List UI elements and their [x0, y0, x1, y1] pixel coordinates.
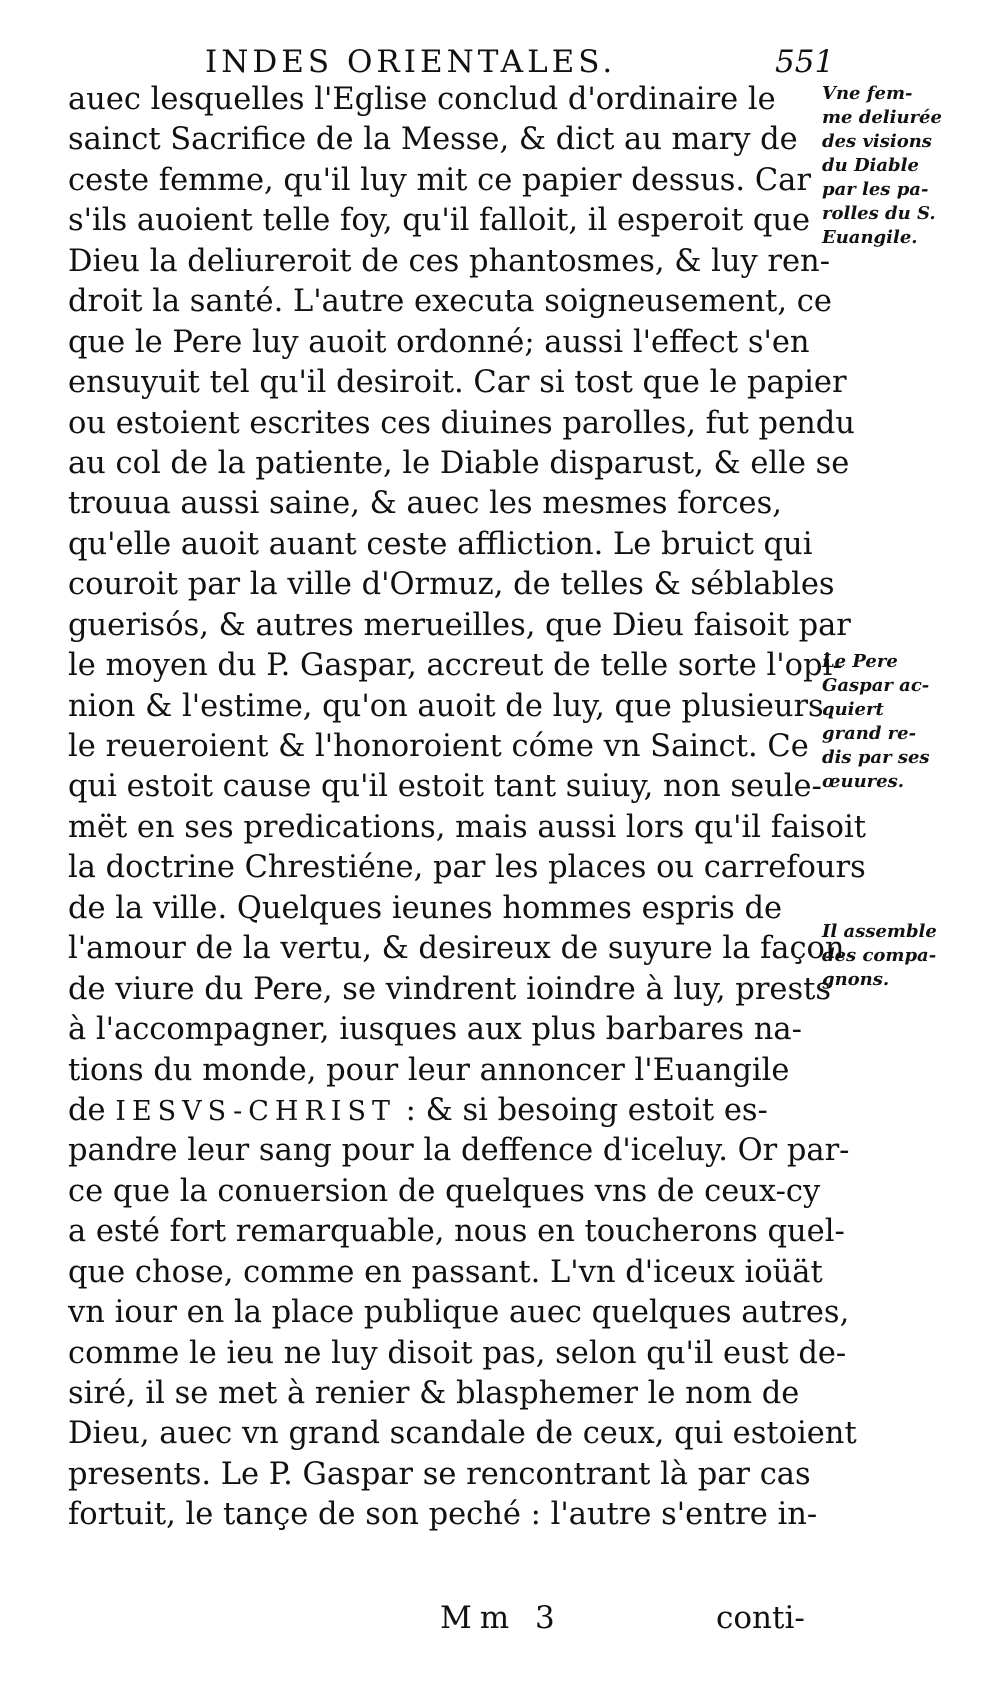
marginal-note-line: Gaspar ac-: [822, 675, 930, 696]
signature-mark: Mm 3: [440, 1600, 563, 1636]
text-line: que le Pere luy auoit ordonné; aussi l'effect s'en: [68, 324, 810, 360]
small-caps-name: IESVS-CHRIST: [115, 1095, 396, 1127]
text-line: à l'accompagner, iusques aux plus barbares na-: [68, 1012, 802, 1048]
page-number: 551: [775, 44, 835, 80]
marginal-note-line: dis par ses: [822, 747, 930, 768]
text-line: Dieu la deliureroit de ces phantosmes, & luy ren-: [68, 243, 831, 279]
marginal-note-line: grand re-: [822, 723, 917, 744]
text-line: sainct Sacrifice de la Messe, & dict au mary de: [68, 122, 798, 158]
text-line: qui estoit cause qu'il estoit tant suiuy, non seule-: [68, 769, 822, 805]
marginal-note-line: du Diable: [822, 155, 919, 176]
text-line: vn iour en la place publique auec quelques autres,: [68, 1295, 850, 1331]
marginal-note-line: me deliurée: [822, 107, 942, 128]
marginal-note-companions: [822, 920, 937, 992]
marginal-note-line: rolles du S.: [822, 203, 936, 224]
text-line: siré, il se met à renier & blasphemer le nom de: [68, 1376, 800, 1411]
marginal-note-line: Euangile.: [822, 227, 918, 248]
marginal-note-line: quiert: [822, 699, 884, 720]
text-line: nion & l'estime, qu'on auoit de luy, que plusieurs: [68, 688, 824, 724]
text-line: qu'elle auoit auant ceste affliction. Le bruict qui: [68, 526, 813, 562]
marginal-note-line: gnons.: [822, 969, 890, 990]
text-line: pandre leur sang pour la deffence d'iceluy. Or par-: [68, 1133, 850, 1169]
text-line: couroit par la ville d'Ormuz, de telles & séblables: [68, 567, 835, 603]
text-line: tions du monde, pour leur annoncer l'Euangile: [68, 1052, 790, 1088]
text-line: s'ils auoient telle foy, qu'il falloit, il esperoit que: [68, 203, 811, 239]
marginal-note-line: Vne fem-: [822, 83, 913, 104]
line-end: : & si besoing estoit es-: [405, 1092, 768, 1128]
text-line: de viure du Pere, se vindrent ioindre à luy, prests: [68, 971, 832, 1007]
text-line: comme le ieu ne luy disoit pas, selon qu'il eust de-: [68, 1335, 847, 1371]
text-line: de la ville. Quelques ieunes hommes espris de: [68, 890, 783, 926]
text-line: Dieu, auec vn grand scandale de ceux, qui estoient: [68, 1416, 857, 1452]
catchword: conti-: [716, 1600, 805, 1636]
marginal-note-line: Il assemble: [822, 921, 937, 942]
marginal-note-line: Le Pere: [822, 651, 898, 672]
text-line: ou estoient escrites ces diuines parolles, fut pendu: [68, 405, 855, 441]
line-start: de: [68, 1092, 106, 1128]
marginal-note-line: œuures.: [822, 771, 905, 792]
marginal-note-liberation: [822, 82, 942, 250]
text-line: trouua aussi saine, & auec les mesmes forces,: [68, 486, 782, 522]
running-head: INDES ORIENTALES.: [205, 44, 617, 80]
text-line: a esté fort remarquable, nous en toucherons quel-: [68, 1214, 845, 1250]
text-line: la doctrine Chrestiéne, par les places ou carrefours: [68, 850, 866, 886]
marginal-note-line: des compa-: [822, 945, 937, 966]
text-line: ceste femme, qu'il luy mit ce papier dessus. Car: [68, 162, 811, 198]
text-line: que chose, comme en passant. L'vn d'iceux ioüät: [68, 1254, 823, 1290]
text-line: presents. Le P. Gaspar se rencontrant là par cas: [68, 1456, 811, 1492]
text-line: le moyen du P. Gaspar, accreut de telle sorte l'opi-: [68, 648, 843, 684]
text-line: mët en ses predications, mais aussi lors qu'il faisoit: [68, 809, 866, 845]
text-line: le reueroient & l'honoroient cóme vn Sainct. Ce: [68, 729, 809, 764]
text-line: guerisós, & autres merueilles, que Dieu faisoit par: [68, 607, 851, 643]
text-line: fortuit, le tançe de son peché : l'autre s'entre in-: [68, 1497, 818, 1533]
text-line-jesus-christ: [68, 1091, 810, 1131]
marginal-note-line: des visions: [822, 131, 932, 152]
text-line: droit la santé. L'autre executa soigneusement, ce: [68, 284, 832, 320]
text-line: l'amour de la vertu, & desireux de suyure la façon: [68, 931, 845, 967]
text-line: ce que la conuersion de quelques vns de ceux-cy: [68, 1173, 821, 1209]
text-line: ensuyuit tel qu'il desiroit. Car si tost que le papier: [68, 365, 847, 401]
marginal-note-reputation: [822, 650, 930, 794]
marginal-note-line: par les pa-: [822, 179, 929, 200]
text-line: auec lesquelles l'Eglise conclud d'ordinaire le: [68, 82, 776, 117]
text-line: au col de la patiente, le Diable disparust, & elle se: [68, 445, 850, 481]
